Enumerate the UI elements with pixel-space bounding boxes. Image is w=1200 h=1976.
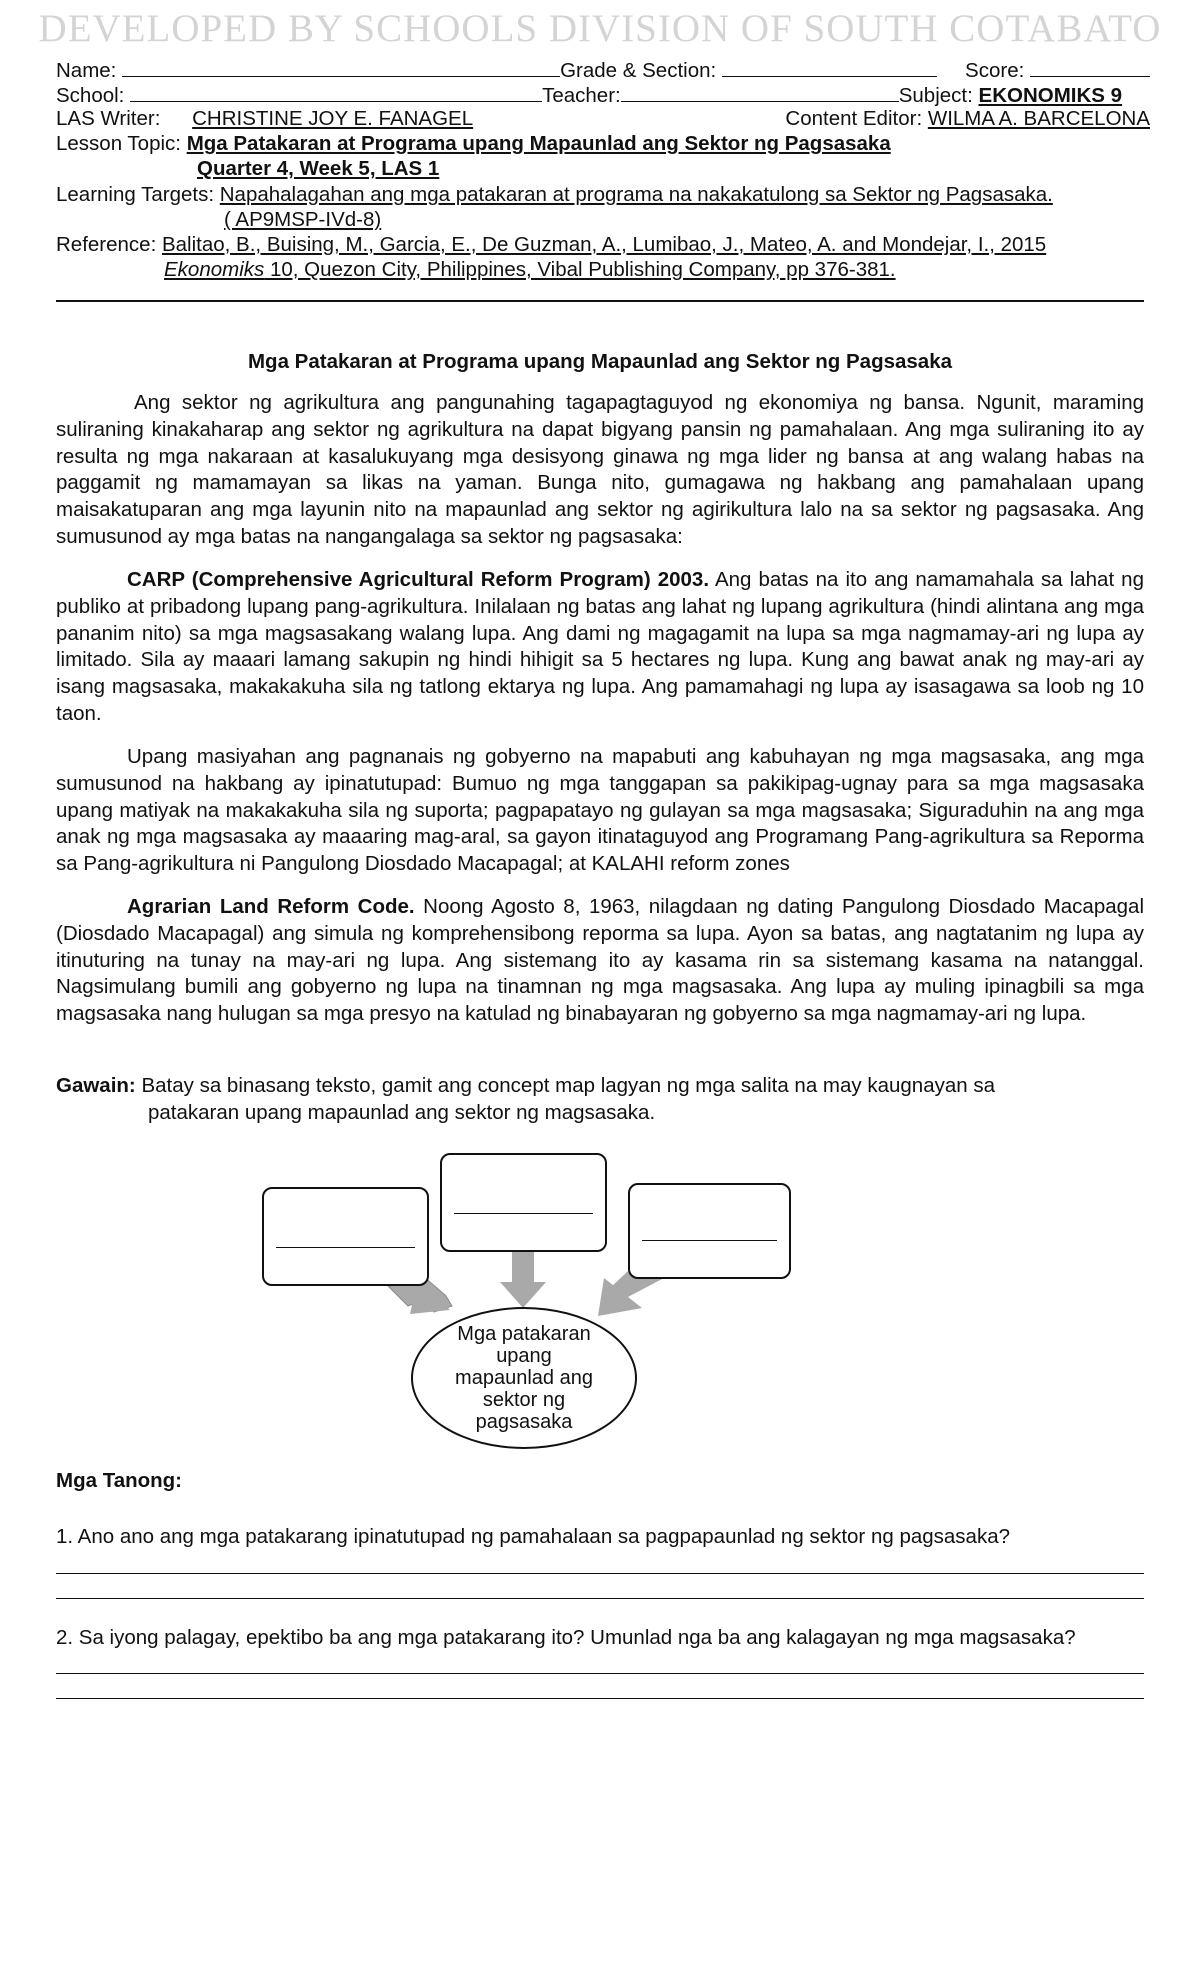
concept-center-text: Mga patakaran upang mapaunlad ang sektor ng pagsasaka <box>455 1323 593 1433</box>
concept-box-right[interactable] <box>628 1183 791 1279</box>
concept-box-middle[interactable] <box>440 1153 607 1252</box>
land-reform-body: Noong Agosto 8, 1963, nilagdaan ng dating Pangulong Diosdado Macapagal (Diosdado Macapagal) ang simula ng komprehensibong reporma sa lupa. Ayon sa batas, ang nagtatanim ng lupa ay itinuturing na tunay na may-ari ng lupa. Ang sistemang ito ay kasama rin sa sistemang kasama na natanggal. Nagsimulang bumili ang gobyerno ng lupa na tinamnan ng mga magsasaka. Ang lupa ay muling ipinagbili sa mga magsasaka nang hulugan sa mga presyo na katulad ng binabayaran ng gobyerno sa mga nagmamay-ari ng lupa. <box>56 895 1144 1026</box>
paragraph-intro: Ang sektor ng agrikultura ang pangunahing tagapagtaguyod ng ekonomiya ng bansa. Ngunit, maraming suliraning kinakaharap ang sektor ng agrikultura na dapat bigyang pansin ng pamahalaan. Ang mga suliraning ito ay resulta ng mga nakaraan at kasalukuyang mga desisyong ginawa ng mga lider ng bansa at ang walang habas na paggamit ng mamamayan sa likas na yaman. Bunga nito, gumagawa ng hakbang ang pamahalaan upang maisakatuparan ang mga layunin nito na mapaunlad ang sektor ng agirikultura lalo na sa sektor ng pagsasaka. Ang sumusunod ay mga batas na nangangalaga sa sektor ng pagsasaka: <box>56 391 1144 548</box>
teacher-label: Teacher: <box>542 84 621 107</box>
school-field[interactable] <box>130 81 542 102</box>
paragraph-carp <box>56 567 1144 728</box>
answer-line-1a[interactable] <box>56 1573 1144 1574</box>
header-divider <box>56 300 1144 302</box>
header-row-school <box>56 81 1150 108</box>
subject-value: EKONOMIKS 9 <box>978 84 1123 107</box>
arrow-middle-head <box>500 1282 546 1308</box>
concept-blank-right[interactable] <box>642 1240 777 1241</box>
name-field[interactable] <box>122 56 560 77</box>
answer-line-1b[interactable] <box>56 1598 1144 1599</box>
page-title: Mga Patakaran at Programa upang Mapaunlad ang Sektor ng Pagsasaka <box>247 350 953 373</box>
reference-value: Balitao, B., Buising, M., Garcia, E., De Guzman, A., Lumibao, J., Mateo, A. and Mondejar, I., 2015 <box>161 233 1047 256</box>
reference-label: Reference: <box>56 233 157 256</box>
answer-line-2a[interactable] <box>56 1673 1144 1674</box>
watermark: DEVELOPED BY SCHOOLS DIVISION OF SOUTH COTABATO <box>38 7 1162 50</box>
writer-value: CHRISTINE JOY E. FANAGEL <box>192 107 474 130</box>
gawain-text-2: patakaran upang mapaunlad ang sektor ng magsasaka. <box>148 1100 656 1124</box>
gawain-label: Gawain: <box>56 1074 136 1097</box>
header-row-writer <box>56 106 1150 131</box>
reference <box>56 232 1150 257</box>
reference-book-row <box>164 257 1064 282</box>
editor-label: Content Editor: <box>785 107 923 130</box>
topic-label: Lesson Topic: <box>56 132 181 155</box>
question-2: 2. Sa iyong palagay, epektibo ba ang mga patakarang ito? Umunlad nga ba ang kalagayan ng mga magsasaka? <box>56 1626 1076 1649</box>
paragraph-land-reform <box>56 894 1144 1028</box>
editor-value: WILMA A. BARCELONA <box>927 107 1150 130</box>
concept-box-left[interactable] <box>262 1187 429 1286</box>
learning-targets <box>56 182 1150 207</box>
carp-body: Ang batas na ito ang namamahala sa lahat ng publiko at pribadong lupang pang-agrikultura. Inilalaan ng batas ang lahat ng lupang agrikultura (hindi alintana ang mga pananim nito) sa mga magsasakang walang lupa. Ang dami ng magagamit na lupa sa mga nagmamay-ari ng lupa ay limitado. Sila ay maaari lamang sakupin ng hindi hihigit sa 5 hectares ng lupa. Kung ang bawat anak ng may-ari ay isang magsasaka, makakakuha sila ng tatlong ektarya ng lupa. Ang pamamahagi ng lupa ay isasagawa sa loob ng 10 taon. <box>56 568 1144 725</box>
subject-label: Subject: <box>898 84 973 107</box>
teacher-field[interactable] <box>621 81 899 102</box>
concept-blank-left[interactable] <box>276 1247 415 1248</box>
writer-label: LAS Writer: <box>56 107 161 130</box>
paragraph-measures: Upang masiyahan ang pagnanais ng gobyerno na mapabuti ang kabuhayan ng mga magsasaka, ang mga sumusunod na hakbang ay ipinatutupad: Bumuo ng mga tanggapan sa pakikipag-ugnay para sa mga magsasaka upang matiyak na makakakuha sila ng suporta; pagpapatayo ng gulayan sa mga magsasaka; Siguraduhin na ang mga anak ng mga magsasaka ay maaaring mag-aral, sa gayon itinataguyod ang Programang Pang-agrikultura sa Reporma sa Pang-agrikultura ni Pangulong Diosdado Macapagal; at KALAHI reform zones <box>56 745 1144 876</box>
concept-blank-middle[interactable] <box>454 1213 593 1214</box>
header-row-name <box>56 56 1150 83</box>
score-field[interactable] <box>1030 56 1150 77</box>
reference-book: Ekonomiks <box>164 258 265 281</box>
school-label: School: <box>56 84 125 107</box>
grade-label: Grade & Section: <box>560 59 717 82</box>
topic-value: Mga Patakaran at Programa upang Mapaunlad ang Sektor ng Pagsasaka <box>186 132 891 155</box>
carp-heading: CARP (Comprehensive Agricultural Reform Program) 2003. <box>127 568 710 591</box>
score-label: Score: <box>965 59 1025 82</box>
targets-value: Napahalagahan ang mga patakaran at programa na nakakatulong sa Sektor ng Pagsasaka. <box>219 183 1053 206</box>
lesson-quarter <box>197 156 1097 181</box>
topic-quarter: Quarter 4, Week 5, LAS 1 <box>197 157 440 180</box>
land-reform-heading: Agrarian Land Reform Code. <box>127 895 415 918</box>
question-1: 1. Ano ano ang mga patakarang ipinatutupad ng pamahalaan sa pagpapaunlad ng sektor ng pagsasaka? <box>56 1525 1011 1548</box>
targets-label: Learning Targets: <box>56 183 215 206</box>
gawain-instructions <box>56 1073 1144 1126</box>
reference-rest: 10, Quezon City, Philippines, Vibal Publishing Company, pp 376-381. <box>264 258 896 281</box>
concept-center-oval <box>411 1307 637 1449</box>
targets-code: ( AP9MSP-IVd-8) <box>224 208 382 231</box>
grade-field[interactable] <box>722 56 937 77</box>
gawain-text-1: Batay sa binasang teksto, gamit ang concept map lagyan ng mga salita na may kaugnayan sa <box>141 1074 996 1097</box>
name-label: Name: <box>56 59 117 82</box>
lesson-topic <box>56 131 1150 156</box>
answer-line-2b[interactable] <box>56 1698 1144 1699</box>
questions-label: Mga Tanong: <box>56 1469 183 1492</box>
targets-code-row <box>224 207 1024 232</box>
